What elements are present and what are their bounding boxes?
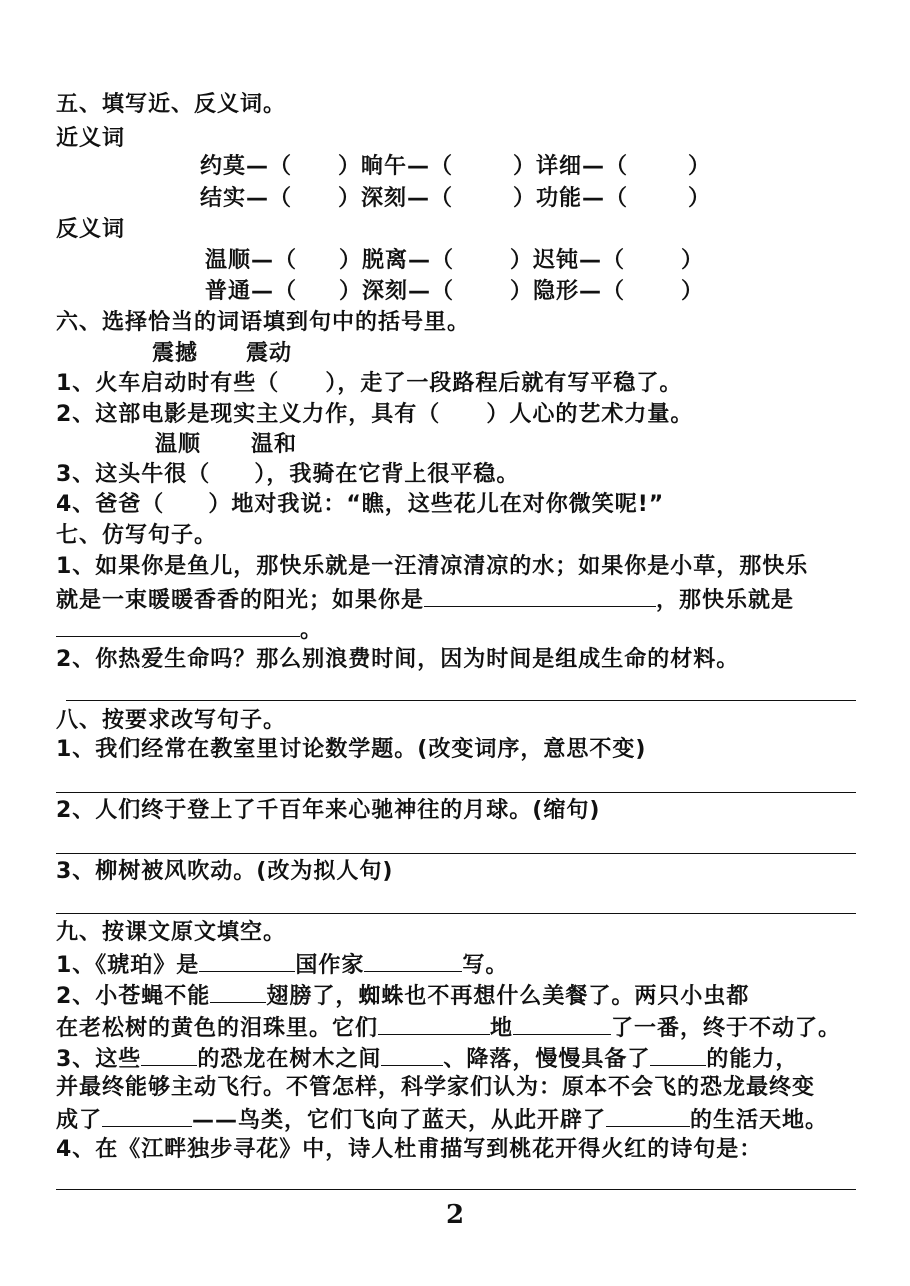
answer-blank[interactable] (102, 1104, 192, 1127)
q6-3: 3、这头牛很（ ），我骑在它背上很平稳。 (56, 462, 520, 487)
section-7-title: 七、仿写句子。 (56, 523, 218, 548)
q8-1: 1、我们经常在教室里讨论数学题。(改变词序，意思不变) (56, 737, 647, 762)
word-choices-2: 温顺 温和 (155, 432, 298, 457)
q9-2-line-1: 2、小苍蝇不能 翅膀了，蜘蛛也不再想什么美餐了。两只小虫都 (56, 980, 749, 1012)
answer-line[interactable] (66, 700, 856, 701)
page-number: 2 (446, 1200, 465, 1230)
answer-blank[interactable] (606, 1104, 690, 1127)
answer-blank[interactable] (513, 1012, 611, 1035)
q6-4: 4、爸爸（ ）地对我说：“瞧，这些花儿在对你微笑呢!” (56, 492, 665, 517)
q9-1: 1、《琥珀》是 国作家 写。 (56, 949, 508, 981)
section-8-title: 八、按要求改写句子。 (56, 708, 287, 733)
answer-blank[interactable] (650, 1043, 706, 1066)
answer-blank[interactable] (199, 949, 295, 972)
answer-blank[interactable] (424, 584, 656, 607)
q7-1-line-1: 1、如果你是鱼儿，那快乐就是一汪清凉清凉的水；如果你是小草，那快乐 (56, 554, 809, 579)
answer-blank[interactable] (378, 1012, 490, 1035)
answer-line[interactable] (56, 853, 856, 854)
antonym-row-1: 温顺—（ ）脱离—（ ）迟钝—（ ） (205, 248, 705, 273)
answer-blank[interactable] (141, 1043, 197, 1066)
answer-blank[interactable] (56, 614, 300, 637)
antonym-label: 反义词 (56, 217, 126, 242)
q9-2-line-2: 在老松树的黄色的泪珠里。它们 地 了一番，终于不动了。 (56, 1012, 841, 1044)
answer-line[interactable] (56, 1189, 856, 1190)
q9-3-line-2: 并最终能够主动飞行。不管怎样，科学家们认为：原本不会飞的恐龙最终变 (56, 1075, 816, 1100)
answer-blank[interactable] (364, 949, 462, 972)
antonym-row-2: 普通—（ ）深刻—（ ）隐形—（ ） (205, 279, 705, 304)
section-9-title: 九、按课文原文填空。 (56, 920, 287, 945)
section-6-title: 六、选择恰当的词语填到句中的括号里。 (56, 310, 471, 335)
synonym-row-2: 结实—（ ）深刻—（ ）功能—（ ） (200, 186, 712, 211)
q7-2: 2、你热爱生命吗？那么别浪费时间，因为时间是组成生命的材料。 (56, 647, 740, 672)
q8-3: 3、柳树被风吹动。(改为拟人句) (56, 859, 394, 884)
answer-blank[interactable] (210, 980, 266, 1003)
section-5-title: 五、填写近、反义词。 (56, 92, 287, 117)
q7-1-line-3: 。 (56, 614, 323, 646)
q9-3-line-3: 成了 ——鸟类，它们飞向了蓝天，从此开辟了 的生活天地。 (56, 1104, 828, 1136)
word-choices-1: 震撼 震动 (152, 341, 293, 366)
q7-1-line-2: 就是一束暖暖香香的阳光；如果你是 ，那快乐就是 (56, 584, 794, 616)
q9-3-line-1: 3、这些 的恐龙在树木之间 、降落，慢慢具备了 的能力， (56, 1043, 798, 1075)
answer-line[interactable] (56, 913, 856, 914)
synonym-row-1: 约莫—（ ）晌午—（ ）详细—（ ） (200, 154, 712, 179)
q9-4: 4、在《江畔独步寻花》中，诗人杜甫描写到桃花开得火红的诗句是： (56, 1137, 763, 1162)
q8-2: 2、人们终于登上了千百年来心驰神往的月球。(缩句) (56, 798, 601, 823)
answer-blank[interactable] (381, 1043, 443, 1066)
q6-2: 2、这部电影是现实主义力作，具有（ ）人心的艺术力量。 (56, 402, 694, 427)
synonym-label: 近义词 (56, 126, 126, 151)
q6-1: 1、火车启动时有些（ ），走了一段路程后就有写平稳了。 (56, 371, 683, 396)
answer-line[interactable] (56, 792, 856, 793)
